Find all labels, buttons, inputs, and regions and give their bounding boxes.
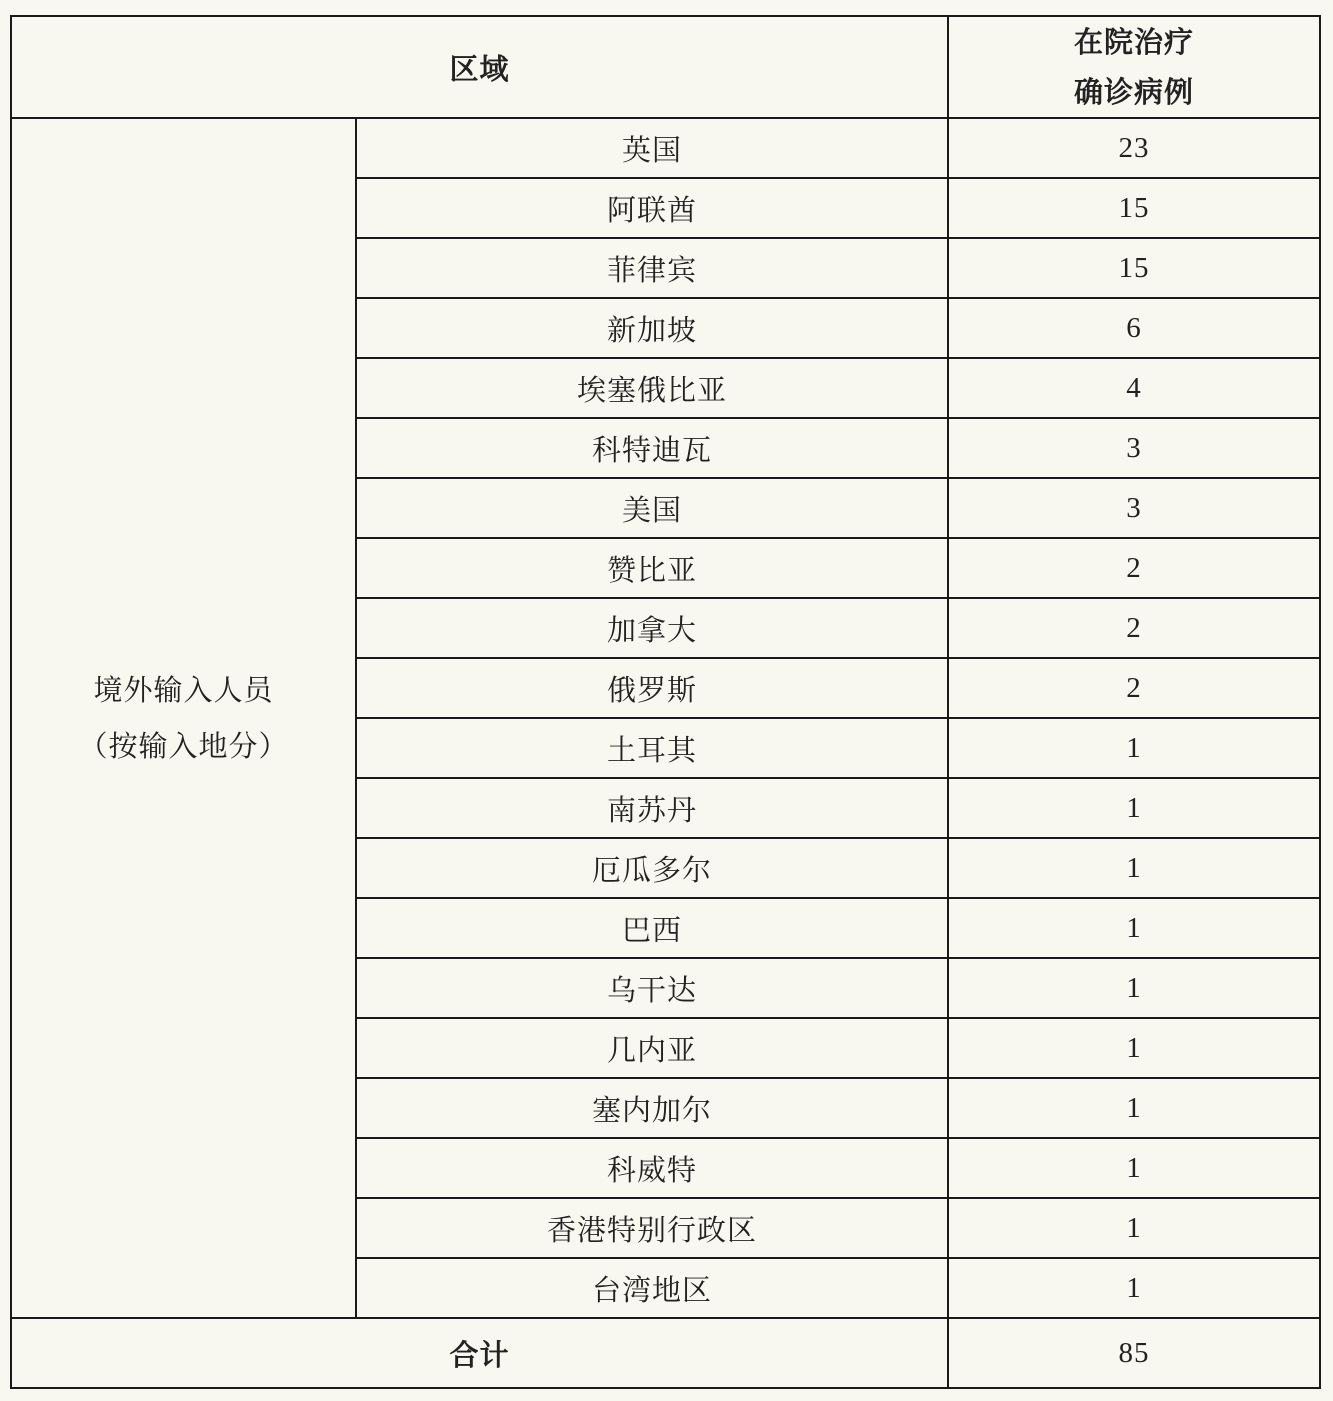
- place-cell: 乌干达: [356, 958, 948, 1018]
- count-cell: 1: [948, 958, 1320, 1018]
- count-cell: 2: [948, 598, 1320, 658]
- place-cell: 英国: [356, 118, 948, 178]
- group-label-cell: [11, 118, 356, 1318]
- place-cell: 香港特别行政区: [356, 1198, 948, 1258]
- count-cell: 15: [948, 238, 1320, 298]
- place-cell: 赞比亚: [356, 538, 948, 598]
- count-cell: 1: [948, 838, 1320, 898]
- count-cell: 1: [948, 1198, 1320, 1258]
- place-cell: 巴西: [356, 898, 948, 958]
- place-cell: 南苏丹: [356, 778, 948, 838]
- region-header: 区域: [11, 16, 948, 118]
- table-body: [11, 16, 1320, 1388]
- count-cell: 1: [948, 718, 1320, 778]
- place-cell: 土耳其: [356, 718, 948, 778]
- place-cell: 科特迪瓦: [356, 418, 948, 478]
- place-cell: 埃塞俄比亚: [356, 358, 948, 418]
- count-cell: 1: [948, 778, 1320, 838]
- count-cell: 4: [948, 358, 1320, 418]
- count-cell: 3: [948, 478, 1320, 538]
- cases-header: [948, 16, 1320, 118]
- count-cell: 1: [948, 1138, 1320, 1198]
- total-count: 85: [948, 1318, 1320, 1388]
- cases-table: [10, 15, 1321, 1389]
- count-cell: 1: [948, 1078, 1320, 1138]
- place-cell: 俄罗斯: [356, 658, 948, 718]
- table-row: [11, 118, 1320, 178]
- cases-header-line1: 在院治疗: [1074, 25, 1195, 59]
- count-cell: 3: [948, 418, 1320, 478]
- cases-header-line2: 确诊病例: [1074, 75, 1195, 109]
- header-row: [11, 16, 1320, 118]
- total-label: 合计: [11, 1318, 948, 1388]
- count-cell: 1: [948, 1018, 1320, 1078]
- place-cell: 台湾地区: [356, 1258, 948, 1318]
- place-cell: 新加坡: [356, 298, 948, 358]
- count-cell: 6: [948, 298, 1320, 358]
- place-cell: 科威特: [356, 1138, 948, 1198]
- count-cell: 1: [948, 1258, 1320, 1318]
- count-cell: 23: [948, 118, 1320, 178]
- place-cell: 美国: [356, 478, 948, 538]
- place-cell: 塞内加尔: [356, 1078, 948, 1138]
- place-cell: 加拿大: [356, 598, 948, 658]
- count-cell: 2: [948, 538, 1320, 598]
- place-cell: 菲律宾: [356, 238, 948, 298]
- place-cell: 厄瓜多尔: [356, 838, 948, 898]
- total-row: [11, 1318, 1320, 1388]
- group-label-line1: 境外输入人员: [93, 673, 274, 707]
- place-cell: 阿联酋: [356, 178, 948, 238]
- group-label-line2: （按输入地分）: [78, 729, 289, 763]
- place-cell: 几内亚: [356, 1018, 948, 1078]
- count-cell: 15: [948, 178, 1320, 238]
- count-cell: 2: [948, 658, 1320, 718]
- count-cell: 1: [948, 898, 1320, 958]
